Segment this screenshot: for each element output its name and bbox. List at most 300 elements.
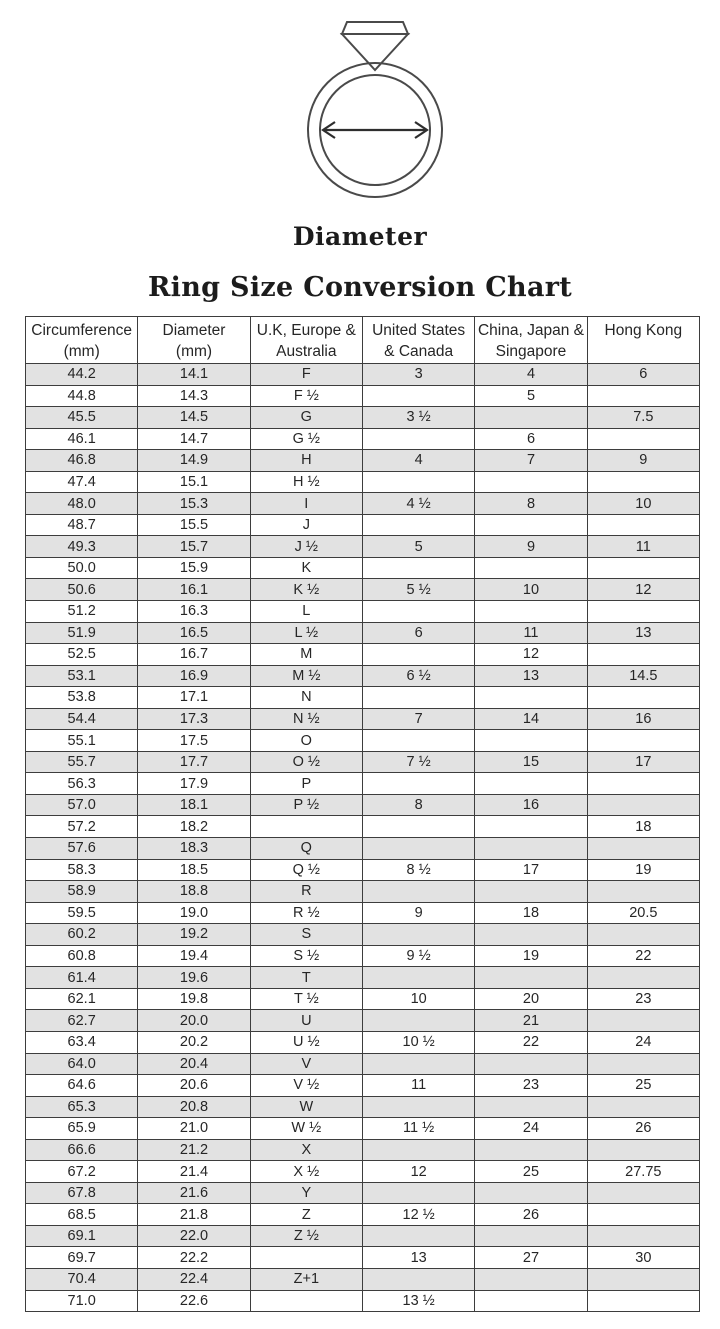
table-cell: V ½: [250, 1075, 362, 1097]
table-cell: 20.2: [138, 1031, 250, 1053]
table-cell: P: [250, 773, 362, 795]
table-cell: 15.9: [138, 557, 250, 579]
table-cell: 53.8: [26, 687, 138, 709]
table-cell: 7: [362, 708, 474, 730]
table-cell: 47.4: [26, 471, 138, 493]
table-cell: [475, 687, 587, 709]
table-cell: 18.8: [138, 881, 250, 903]
table-cell: 4: [475, 364, 587, 386]
table-cell: [587, 385, 699, 407]
table-cell: [475, 838, 587, 860]
table-cell: [587, 1182, 699, 1204]
table-row: [26, 902, 700, 924]
table-cell: 10: [587, 493, 699, 515]
table-cell: [587, 601, 699, 623]
table-cell: 54.4: [26, 708, 138, 730]
table-cell: 19.0: [138, 902, 250, 924]
table-cell: 65.3: [26, 1096, 138, 1118]
column-header: United States & Canada: [362, 317, 474, 364]
table-cell: [250, 816, 362, 838]
table-cell: 20.0: [138, 1010, 250, 1032]
table-cell: 24: [475, 1118, 587, 1140]
table-cell: 23: [475, 1075, 587, 1097]
table-cell: V: [250, 1053, 362, 1075]
table-cell: [362, 838, 474, 860]
table-cell: Z: [250, 1204, 362, 1226]
table-cell: [362, 385, 474, 407]
table-cell: 14.3: [138, 385, 250, 407]
table-cell: 6: [475, 428, 587, 450]
table-cell: 8: [475, 493, 587, 515]
table-cell: [587, 1268, 699, 1290]
table-cell: [362, 687, 474, 709]
table-cell: 14.7: [138, 428, 250, 450]
table-cell: 57.6: [26, 838, 138, 860]
table-cell: [475, 924, 587, 946]
table-cell: 21.2: [138, 1139, 250, 1161]
table-row: [26, 773, 700, 795]
table-cell: 15.3: [138, 493, 250, 515]
table-cell: [475, 1139, 587, 1161]
table-cell: P ½: [250, 794, 362, 816]
table-cell: [475, 967, 587, 989]
ring-size-conversion-table: [25, 316, 700, 1312]
table-cell: 63.4: [26, 1031, 138, 1053]
table-cell: 50.6: [26, 579, 138, 601]
table-cell: 9: [362, 902, 474, 924]
table-cell: 13: [587, 622, 699, 644]
table-row: [26, 924, 700, 946]
table-cell: [475, 816, 587, 838]
table-cell: 20.5: [587, 902, 699, 924]
table-cell: 17.3: [138, 708, 250, 730]
table-cell: 16.9: [138, 665, 250, 687]
table-cell: 19.6: [138, 967, 250, 989]
table-cell: 46.1: [26, 428, 138, 450]
table-cell: S ½: [250, 945, 362, 967]
table-cell: 12 ½: [362, 1204, 474, 1226]
table-cell: 8 ½: [362, 859, 474, 881]
table-row: [26, 1139, 700, 1161]
diagram-label: Diameter: [292, 222, 428, 251]
table-cell: 27.75: [587, 1161, 699, 1183]
table-cell: Y: [250, 1182, 362, 1204]
table-cell: 53.1: [26, 665, 138, 687]
table-cell: 6: [362, 622, 474, 644]
table-cell: L ½: [250, 622, 362, 644]
table-cell: 7: [475, 450, 587, 472]
table-cell: 10: [475, 579, 587, 601]
table-cell: 5: [475, 385, 587, 407]
table-cell: [587, 838, 699, 860]
table-row: [26, 514, 700, 536]
table-cell: [587, 471, 699, 493]
table-cell: S: [250, 924, 362, 946]
table-cell: [587, 773, 699, 795]
table-row: [26, 838, 700, 860]
column-header: U.K, Europe & Australia: [250, 317, 362, 364]
table-cell: 62.7: [26, 1010, 138, 1032]
page-title: Ring Size Conversion Chart: [147, 272, 573, 303]
table-cell: [362, 471, 474, 493]
table-cell: [475, 601, 587, 623]
table-row: [26, 1182, 700, 1204]
table-cell: [587, 924, 699, 946]
table-row: [26, 687, 700, 709]
table-cell: 19.8: [138, 988, 250, 1010]
table-cell: 64.6: [26, 1075, 138, 1097]
table-cell: F ½: [250, 385, 362, 407]
table-row: [26, 493, 700, 515]
table-cell: 19.2: [138, 924, 250, 946]
table-cell: 18.5: [138, 859, 250, 881]
table-cell: 48.0: [26, 493, 138, 515]
table-cell: 15.5: [138, 514, 250, 536]
table-row: [26, 988, 700, 1010]
table-cell: 67.2: [26, 1161, 138, 1183]
table-cell: 60.8: [26, 945, 138, 967]
table-cell: 17.5: [138, 730, 250, 752]
table-cell: 14.5: [587, 665, 699, 687]
table-cell: [362, 428, 474, 450]
table-cell: 11: [362, 1075, 474, 1097]
table-cell: 16.3: [138, 601, 250, 623]
table-cell: 18.1: [138, 794, 250, 816]
table-cell: 4: [362, 450, 474, 472]
table-row: [26, 1225, 700, 1247]
ring-diameter-icon: [295, 14, 455, 209]
table-row: [26, 579, 700, 601]
table-cell: 60.2: [26, 924, 138, 946]
table-cell: 22.4: [138, 1268, 250, 1290]
table-cell: X ½: [250, 1161, 362, 1183]
table-row: [26, 644, 700, 666]
table-cell: [362, 773, 474, 795]
table-cell: 20.6: [138, 1075, 250, 1097]
table-cell: 17: [587, 751, 699, 773]
table-cell: [475, 1182, 587, 1204]
table-cell: 4 ½: [362, 493, 474, 515]
table-cell: 69.7: [26, 1247, 138, 1269]
table-cell: 23: [587, 988, 699, 1010]
table-cell: 22.2: [138, 1247, 250, 1269]
table-cell: 14.1: [138, 364, 250, 386]
table-cell: 17.7: [138, 751, 250, 773]
table-row: [26, 428, 700, 450]
table-row: [26, 708, 700, 730]
table-cell: J: [250, 514, 362, 536]
table-cell: 16: [475, 794, 587, 816]
table-cell: [362, 601, 474, 623]
table-cell: 14: [475, 708, 587, 730]
table-cell: 69.1: [26, 1225, 138, 1247]
table-cell: [587, 1225, 699, 1247]
table-cell: 13: [362, 1247, 474, 1269]
table-cell: 14.5: [138, 407, 250, 429]
table-cell: 45.5: [26, 407, 138, 429]
table-cell: 49.3: [26, 536, 138, 558]
table-row: [26, 665, 700, 687]
table-row: [26, 364, 700, 386]
table-cell: 44.8: [26, 385, 138, 407]
table-cell: 64.0: [26, 1053, 138, 1075]
table-row: [26, 816, 700, 838]
table-cell: [587, 557, 699, 579]
table-cell: R: [250, 881, 362, 903]
table-cell: 57.0: [26, 794, 138, 816]
table-cell: 66.6: [26, 1139, 138, 1161]
table-cell: [587, 1096, 699, 1118]
table-row: [26, 859, 700, 881]
table-cell: 11: [475, 622, 587, 644]
table-cell: 22: [475, 1031, 587, 1053]
table-cell: 10 ½: [362, 1031, 474, 1053]
table-row: [26, 1031, 700, 1053]
table-cell: 18.2: [138, 816, 250, 838]
table-cell: 16.7: [138, 644, 250, 666]
table-cell: L: [250, 601, 362, 623]
table-cell: 17: [475, 859, 587, 881]
table-cell: 58.9: [26, 881, 138, 903]
table-cell: W ½: [250, 1118, 362, 1140]
table-header-row: [26, 317, 700, 364]
table-cell: 55.1: [26, 730, 138, 752]
table-cell: [587, 514, 699, 536]
table-cell: 7 ½: [362, 751, 474, 773]
table-cell: [475, 1096, 587, 1118]
table-cell: [587, 1053, 699, 1075]
table-cell: I: [250, 493, 362, 515]
table-cell: 18: [475, 902, 587, 924]
table-cell: H ½: [250, 471, 362, 493]
table-row: [26, 794, 700, 816]
table-cell: 16.5: [138, 622, 250, 644]
table-cell: 62.1: [26, 988, 138, 1010]
table-cell: H: [250, 450, 362, 472]
table-cell: [475, 1290, 587, 1312]
table-cell: 15.7: [138, 536, 250, 558]
column-header: Hong Kong: [587, 317, 699, 364]
table-cell: 50.0: [26, 557, 138, 579]
table-row: [26, 622, 700, 644]
table-cell: 9: [475, 536, 587, 558]
table-cell: O: [250, 730, 362, 752]
table-cell: 14.9: [138, 450, 250, 472]
table-row: [26, 730, 700, 752]
table-row: [26, 1204, 700, 1226]
table-cell: [362, 514, 474, 536]
table-cell: [475, 557, 587, 579]
table-cell: 67.8: [26, 1182, 138, 1204]
table-cell: [475, 730, 587, 752]
table-row: [26, 1290, 700, 1312]
table-cell: 20.4: [138, 1053, 250, 1075]
table-cell: Z ½: [250, 1225, 362, 1247]
table-cell: [587, 1290, 699, 1312]
table-cell: [475, 1053, 587, 1075]
table-cell: Q ½: [250, 859, 362, 881]
table-cell: [362, 557, 474, 579]
table-cell: 52.5: [26, 644, 138, 666]
diameter-arrow-icon: [323, 122, 427, 138]
table-cell: [250, 1290, 362, 1312]
table-cell: 20: [475, 988, 587, 1010]
table-cell: R ½: [250, 902, 362, 924]
table-cell: Q: [250, 838, 362, 860]
table-cell: K ½: [250, 579, 362, 601]
table-cell: 13: [475, 665, 587, 687]
table-row: [26, 1161, 700, 1183]
table-cell: 25: [475, 1161, 587, 1183]
table-cell: 22.0: [138, 1225, 250, 1247]
table-cell: 15.1: [138, 471, 250, 493]
table-cell: 27: [475, 1247, 587, 1269]
table-cell: 12: [362, 1161, 474, 1183]
table-cell: 6: [587, 364, 699, 386]
table-row: [26, 881, 700, 903]
table-cell: 20.8: [138, 1096, 250, 1118]
table-cell: 17.1: [138, 687, 250, 709]
table-cell: 65.9: [26, 1118, 138, 1140]
table-cell: 21.8: [138, 1204, 250, 1226]
table-cell: 16.1: [138, 579, 250, 601]
table-cell: K: [250, 557, 362, 579]
table-cell: 16: [587, 708, 699, 730]
table-cell: O ½: [250, 751, 362, 773]
table-cell: [587, 1204, 699, 1226]
table-row: [26, 471, 700, 493]
table-cell: 70.4: [26, 1268, 138, 1290]
table-cell: W: [250, 1096, 362, 1118]
table-cell: 10: [362, 988, 474, 1010]
table-cell: 26: [475, 1204, 587, 1226]
table-cell: 55.7: [26, 751, 138, 773]
table-cell: [475, 471, 587, 493]
table-row: [26, 536, 700, 558]
table-cell: T: [250, 967, 362, 989]
column-header: China, Japan & Singapore: [475, 317, 587, 364]
table-cell: 18.3: [138, 838, 250, 860]
table-cell: [587, 1010, 699, 1032]
table-cell: X: [250, 1139, 362, 1161]
table-cell: [587, 644, 699, 666]
table-cell: 30: [587, 1247, 699, 1269]
table-row: [26, 601, 700, 623]
table-cell: G: [250, 407, 362, 429]
table-cell: [362, 924, 474, 946]
table-cell: [362, 1096, 474, 1118]
table-cell: [587, 967, 699, 989]
table-row: [26, 1010, 700, 1032]
table-cell: [362, 1268, 474, 1290]
table-cell: 24: [587, 1031, 699, 1053]
table-cell: 46.8: [26, 450, 138, 472]
table-row: [26, 1075, 700, 1097]
table-cell: 48.7: [26, 514, 138, 536]
table-row: [26, 1053, 700, 1075]
table-cell: N: [250, 687, 362, 709]
table-cell: M ½: [250, 665, 362, 687]
table-cell: 68.5: [26, 1204, 138, 1226]
table-cell: G ½: [250, 428, 362, 450]
table-cell: 56.3: [26, 773, 138, 795]
table-cell: 51.2: [26, 601, 138, 623]
table-cell: [475, 881, 587, 903]
table-cell: [475, 773, 587, 795]
table-cell: [362, 1053, 474, 1075]
table-cell: 21: [475, 1010, 587, 1032]
table-row: [26, 385, 700, 407]
table-cell: 21.6: [138, 1182, 250, 1204]
table-cell: 25: [587, 1075, 699, 1097]
table-cell: N ½: [250, 708, 362, 730]
table-cell: [362, 967, 474, 989]
table-cell: [587, 794, 699, 816]
table-cell: 61.4: [26, 967, 138, 989]
table-cell: 22.6: [138, 1290, 250, 1312]
table-cell: [362, 1182, 474, 1204]
table-cell: T ½: [250, 988, 362, 1010]
table-cell: Z+1: [250, 1268, 362, 1290]
table-cell: 5: [362, 536, 474, 558]
table-cell: [475, 1268, 587, 1290]
table-cell: 13 ½: [362, 1290, 474, 1312]
table-cell: [475, 1225, 587, 1247]
table-row: [26, 1247, 700, 1269]
table-cell: M: [250, 644, 362, 666]
table-cell: 15: [475, 751, 587, 773]
table-cell: 21.4: [138, 1161, 250, 1183]
table-cell: 19: [475, 945, 587, 967]
table-cell: 9 ½: [362, 945, 474, 967]
column-header: Diameter (mm): [138, 317, 250, 364]
table-row: [26, 945, 700, 967]
table-cell: 11: [587, 536, 699, 558]
column-header: Circumference (mm): [26, 317, 138, 364]
table-cell: [587, 881, 699, 903]
table-cell: [587, 1139, 699, 1161]
table-cell: [362, 881, 474, 903]
table-cell: 71.0: [26, 1290, 138, 1312]
table-cell: 21.0: [138, 1118, 250, 1140]
table-cell: [362, 816, 474, 838]
table-cell: [362, 1225, 474, 1247]
table-cell: 8: [362, 794, 474, 816]
table-cell: 58.3: [26, 859, 138, 881]
table-cell: [587, 687, 699, 709]
table-row: [26, 967, 700, 989]
table-cell: [362, 644, 474, 666]
table-row: [26, 751, 700, 773]
table-cell: 5 ½: [362, 579, 474, 601]
table-cell: U: [250, 1010, 362, 1032]
table-cell: 3: [362, 364, 474, 386]
table-cell: 12: [475, 644, 587, 666]
table-row: [26, 557, 700, 579]
table-cell: [250, 1247, 362, 1269]
table-cell: U ½: [250, 1031, 362, 1053]
table-cell: 11 ½: [362, 1118, 474, 1140]
table-cell: 59.5: [26, 902, 138, 924]
table-cell: 19: [587, 859, 699, 881]
table-cell: [362, 1010, 474, 1032]
table-cell: 57.2: [26, 816, 138, 838]
table-cell: [362, 1139, 474, 1161]
table-cell: 51.9: [26, 622, 138, 644]
table-body: [26, 364, 700, 1312]
table-cell: 3 ½: [362, 407, 474, 429]
table-cell: 17.9: [138, 773, 250, 795]
